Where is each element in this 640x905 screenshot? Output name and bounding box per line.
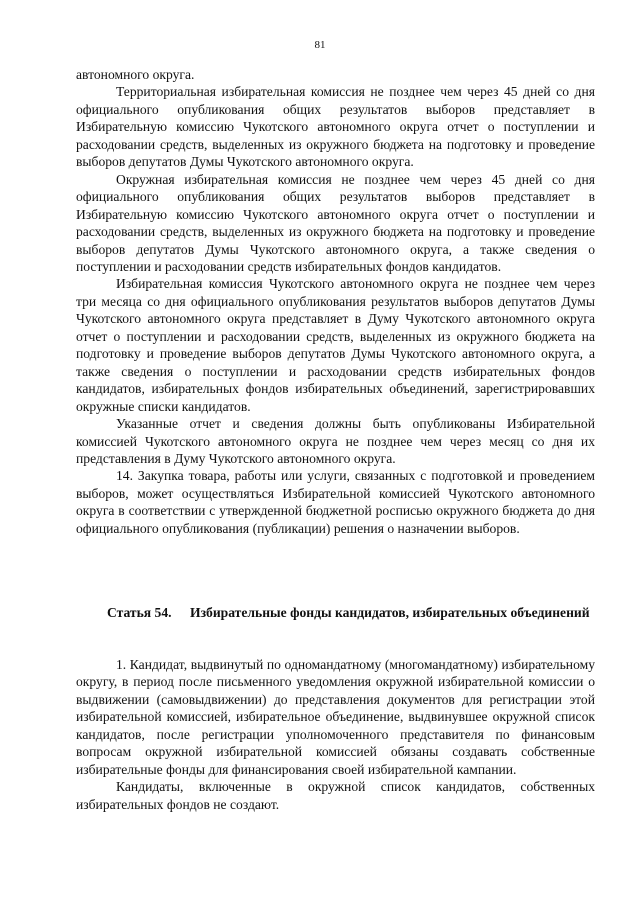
paragraph: автономного округа. [76, 67, 195, 82]
paragraph: 14. Закупка товара, работы или услуги, связанных с подготовкой и проведением выборов, может осуществляться Избирательной комиссией Чукотского автономного округа в соответствии с утвержденной бюджетной росписью окружного бюджета до дня официального опубликования (публикации) решения о назначении выборов. [76, 468, 595, 536]
body-text-bottom [76, 656, 595, 813]
paragraph: 1. Кандидат, выдвинутый по одномандатному (многомандатному) избирательному округу, в период после письменного уведомления окружной избирательной комиссии о выдвижении (самовыдвижении) до представления документов для регистрации этой избирательной комиссией, избирательное объединение, выдвинувшее окружной список кандидатов, после регистрации уполномоченного представителя по финансовым вопросам окружной избирательной комиссией обязаны создавать собственные избирательные фонды для финансирования своей избирательной кампании. [76, 657, 595, 777]
paragraph: Окружная избирательная комиссия не позднее чем через 45 дней со дня официального опубликования общих результатов выборов представляет в Избирательную комиссию Чукотского автономного округа отчет о поступлении и расходовании средств, выделенных из окружного бюджета на подготовку и проведение выборов депутатов Думы Чукотского автономного округа, а также сведения о поступлении и расходовании средств избирательных фондов кандидатов. [76, 171, 595, 274]
paragraph: Кандидаты, включенные в окружной список кандидатов, собственных избирательных фондов не создают. [76, 779, 595, 812]
page-number: 81 [314, 39, 326, 51]
body-text-top [76, 66, 595, 537]
paragraph: Территориальная избирательная комиссия не позднее чем через 45 дней со дня официального опубликования общих результатов выборов представляет в Избирательную комиссию Чукотского автономного округа отчет о поступлении и расходовании средств, выделенных из окружного бюджета на подготовку и проведение выборов депутатов Думы Чукотского автономного округа. [76, 84, 595, 170]
article-number: Статья 54. [107, 605, 172, 620]
article-heading [107, 604, 595, 621]
paragraph: Избирательная комиссия Чукотского автономного округа не позднее чем через три месяца со дня официального опубликования результатов выборов депутатов Думы Чукотского автономного округа представляет в Думу Чукотского автономного округа отчет о поступлении и расходовании средств, выделенных из окружного бюджета на подготовку и проведение выборов депутатов Думы Чукотского автономного округа, а также сведения о поступлении и расходовании средств избирательных фондов кандидатов, избирательных фондов избирательных объединений, зарегистрировавших окружные списки кандидатов. [76, 276, 595, 414]
paragraph: Указанные отчет и сведения должны быть опубликованы Избирательной комиссией Чукотского автономного округа не позднее чем через месяц со дня их представления в Думу Чукотского автономного округа. [76, 416, 595, 466]
article-title: Избирательные фонды кандидатов, избирательных объединений [190, 605, 590, 620]
